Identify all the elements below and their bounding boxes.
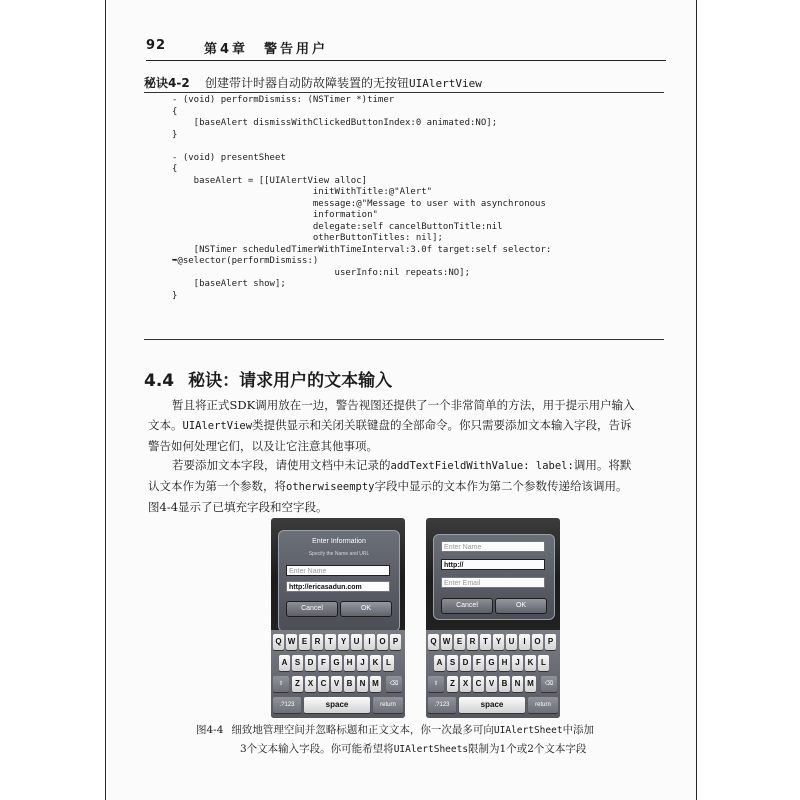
- key-g[interactable]: G: [486, 655, 497, 671]
- recipe-title-code: UIAlertView: [409, 77, 482, 90]
- key-j[interactable]: J: [512, 655, 523, 671]
- code-line: userInfo:nil repeats:NO];: [334, 267, 471, 278]
- recipe-title: [144, 74, 482, 91]
- p2-line2-code: otherwiseempty: [286, 481, 375, 493]
- key-m[interactable]: M: [525, 676, 536, 692]
- caption-line2-post: 限制为1个或2个文本字段: [468, 743, 587, 755]
- figure-label: 图4-4: [196, 724, 224, 736]
- numbers-key[interactable]: .?123: [273, 697, 301, 713]
- caption-line1-code: UIAlertSheet: [493, 725, 563, 736]
- key-i[interactable]: I: [519, 634, 530, 650]
- url-field[interactable]: http://: [441, 559, 545, 570]
- url-field[interactable]: http://ericasadun.com: [286, 581, 390, 592]
- key-u[interactable]: U: [506, 634, 517, 650]
- key-n[interactable]: N: [512, 676, 523, 692]
- code-line: [NSTimer scheduledTimerWithTimeInterval:3.0f target:self selector:: [193, 244, 552, 255]
- ok-button[interactable]: OK: [340, 601, 392, 617]
- paragraph-2: [148, 455, 660, 517]
- p1-line2-code: UIAlertView: [182, 420, 253, 432]
- key-b[interactable]: B: [344, 676, 355, 692]
- key-h[interactable]: H: [499, 655, 510, 671]
- alert-message: Specify the Name and URL: [308, 551, 370, 557]
- figure-left-screenshot: [271, 518, 405, 718]
- running-header: [146, 38, 666, 60]
- key-b[interactable]: B: [499, 676, 510, 692]
- code-top-rule: [144, 92, 664, 93]
- key-q[interactable]: Q: [273, 634, 284, 650]
- code-line: baseAlert = [[UIAlertView alloc]: [193, 175, 368, 186]
- key-h[interactable]: H: [344, 655, 355, 671]
- keyboard-row: [271, 634, 405, 651]
- numbers-key[interactable]: .?123: [428, 697, 456, 713]
- keyboard-row: [426, 655, 560, 672]
- key-o[interactable]: O: [377, 634, 388, 650]
- keyboard-row: [271, 655, 405, 672]
- cancel-button[interactable]: Cancel: [286, 601, 338, 617]
- keyboard: [271, 630, 405, 718]
- key-y[interactable]: Y: [338, 634, 349, 650]
- code-line: initWithTitle:@"Alert": [312, 187, 433, 197]
- key-v[interactable]: V: [486, 676, 497, 692]
- key-f[interactable]: F: [473, 655, 484, 671]
- code-line: [baseAlert dismissWithClickedButtonIndex:0 animated:NO];: [193, 118, 498, 128]
- key-p[interactable]: P: [390, 634, 401, 650]
- key-d[interactable]: D: [460, 655, 471, 671]
- p2-line3: 图4-4显示了已填充字段和空字段。: [148, 500, 328, 514]
- key-d[interactable]: D: [305, 655, 316, 671]
- code-listing: [172, 95, 551, 302]
- code-line: information": [312, 210, 378, 220]
- p1-line1: 暂且将正式SDK调用放在一边，警告视图还提供了一个非常简单的方法，用于提示用户输入: [172, 398, 635, 412]
- key-f[interactable]: F: [318, 655, 329, 671]
- name-field[interactable]: Enter Name: [286, 565, 390, 576]
- key-o[interactable]: O: [532, 634, 543, 650]
- key-r[interactable]: R: [467, 634, 478, 650]
- key-p[interactable]: P: [545, 634, 556, 650]
- space-key[interactable]: space: [304, 697, 370, 713]
- section-heading: [144, 366, 392, 391]
- shift-key-icon[interactable]: ⇧: [273, 676, 289, 692]
- key-t[interactable]: T: [480, 634, 491, 650]
- caption-line1-post: 中添加: [562, 724, 595, 736]
- code-line: - (void) presentSheet: [172, 152, 286, 163]
- code-bottom-rule: [144, 339, 664, 340]
- paragraph-1: [148, 395, 660, 456]
- key-z[interactable]: Z: [447, 676, 458, 692]
- figure-caption: [196, 721, 656, 759]
- p2-line1-pre: 若要添加文本字段，请使用文档中未记录的: [172, 458, 391, 472]
- book-page: [105, 0, 697, 800]
- keyboard: [426, 630, 560, 718]
- return-key[interactable]: return: [528, 697, 558, 713]
- key-u[interactable]: U: [351, 634, 362, 650]
- email-field[interactable]: Enter Email: [441, 577, 545, 588]
- chapter-title: 第4章 警告用户: [204, 42, 329, 57]
- caption-line2-code: UIAlertSheets: [393, 744, 469, 755]
- key-a[interactable]: A: [434, 655, 445, 671]
- p2-line1-post: 调用。将默: [573, 458, 632, 472]
- p1-line2-pre: 文本。: [148, 418, 183, 432]
- key-x[interactable]: X: [460, 676, 471, 692]
- key-k[interactable]: K: [525, 655, 536, 671]
- key-m[interactable]: M: [370, 676, 381, 692]
- key-s[interactable]: S: [292, 655, 303, 671]
- alert-view: [433, 534, 555, 620]
- recipe-label: 秘诀4-2: [144, 76, 190, 90]
- name-field[interactable]: Enter Name: [441, 541, 545, 552]
- p1-line3: 警告如何处理它们，以及让它注意其他事项。: [148, 439, 378, 453]
- delete-key-icon[interactable]: ⌫: [386, 676, 402, 692]
- key-a[interactable]: A: [279, 655, 290, 671]
- p2-line2-pre: 认文本作为第一个参数，将: [148, 479, 286, 493]
- key-z[interactable]: Z: [292, 676, 303, 692]
- alert-view: [278, 530, 400, 632]
- shift-key-icon[interactable]: ⇧: [428, 676, 444, 692]
- section-title: 秘诀：请求用户的文本输入: [188, 371, 393, 391]
- key-y[interactable]: Y: [493, 634, 504, 650]
- key-i[interactable]: I: [364, 634, 375, 650]
- key-e[interactable]: E: [299, 634, 310, 650]
- alert-title: Enter Information: [312, 538, 366, 545]
- key-v[interactable]: V: [331, 676, 342, 692]
- delete-key-icon[interactable]: ⌫: [541, 676, 557, 692]
- code-line: ➥@selector(performDismiss:): [172, 256, 319, 266]
- key-s[interactable]: S: [447, 655, 458, 671]
- key-e[interactable]: E: [454, 634, 465, 650]
- keyboard-row: [426, 697, 560, 714]
- code-line: {: [172, 106, 178, 117]
- p2-line1-code: addTextFieldWithValue: label:: [390, 460, 574, 472]
- key-l[interactable]: L: [538, 655, 549, 671]
- key-j[interactable]: J: [357, 655, 368, 671]
- key-g[interactable]: G: [331, 655, 342, 671]
- page-number: 92: [146, 38, 167, 53]
- figure-right-screenshot: [426, 518, 560, 718]
- key-t[interactable]: T: [325, 634, 336, 650]
- section-number: 4.4: [144, 371, 175, 391]
- code-line: delegate:self cancelButtonTitle:nil: [312, 221, 503, 232]
- code-line: otherButtonTitles: nil];: [312, 233, 443, 243]
- key-q[interactable]: Q: [428, 634, 439, 650]
- keyboard-row: [271, 676, 405, 693]
- caption-line2-pre: 3个文本输入字段。你可能希望将: [240, 743, 394, 755]
- code-line: }: [172, 129, 178, 140]
- header-rule: [146, 60, 666, 61]
- p2-line2-post: 字段中显示的文本作为第二个参数传递给该调用。: [374, 479, 628, 493]
- key-k[interactable]: K: [370, 655, 381, 671]
- return-key[interactable]: return: [373, 697, 403, 713]
- keyboard-row: [426, 676, 560, 693]
- code-line: - (void) performDismiss: (NSTimer *)timer: [172, 95, 395, 105]
- p1-line2-post: 类提供显示和关闭关联键盘的全部命令。你只需要添加文本输入字段，告诉: [252, 418, 632, 432]
- space-key[interactable]: space: [459, 697, 525, 713]
- code-line: }: [172, 290, 178, 301]
- ok-button[interactable]: OK: [495, 598, 547, 614]
- cancel-button[interactable]: Cancel: [441, 598, 493, 614]
- key-r[interactable]: R: [312, 634, 323, 650]
- keyboard-row: [271, 697, 405, 714]
- code-line: {: [172, 164, 178, 174]
- recipe-title-text: 创建带计时器自动防故障装置的无按钮: [204, 76, 409, 90]
- key-w[interactable]: W: [441, 634, 452, 650]
- caption-line1-pre: 细致地管理空间并忽略标题和正文文本，你一次最多可向: [231, 724, 494, 736]
- key-x[interactable]: X: [305, 676, 316, 692]
- key-n[interactable]: N: [357, 676, 368, 692]
- keyboard-row: [426, 634, 560, 651]
- key-c[interactable]: C: [318, 676, 329, 692]
- key-c[interactable]: C: [473, 676, 484, 692]
- code-line: [baseAlert show];: [193, 279, 286, 289]
- code-line: message:@"Message to user with asynchronous: [312, 198, 546, 209]
- key-w[interactable]: W: [286, 634, 297, 650]
- key-l[interactable]: L: [383, 655, 394, 671]
